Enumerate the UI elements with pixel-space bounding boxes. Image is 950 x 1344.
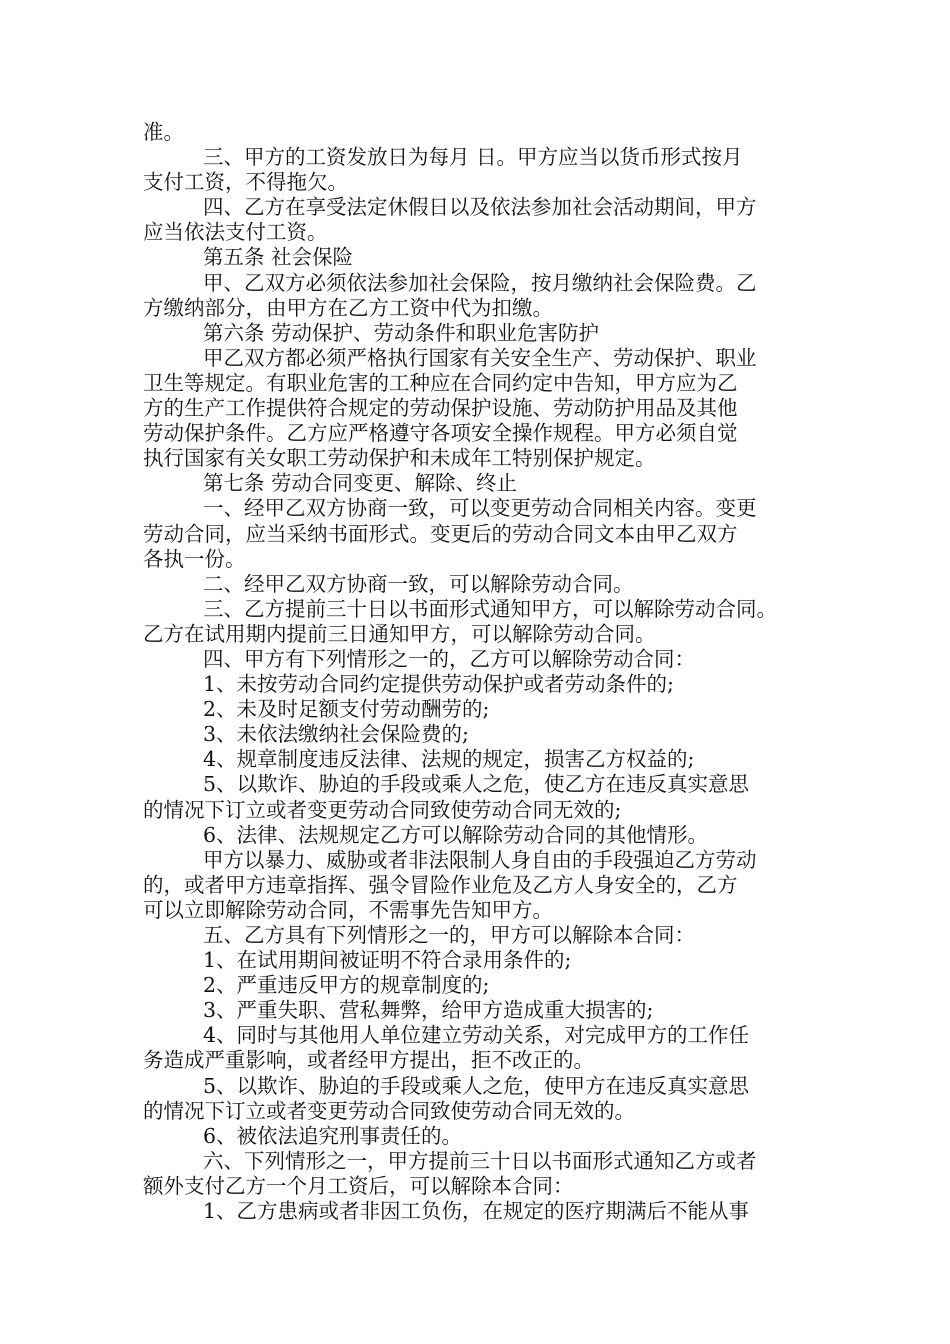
text-line: 各执一份。 bbox=[143, 546, 246, 571]
text-line: 四、甲方有下列情形之一的，乙方可以解除劳动合同： bbox=[203, 646, 695, 671]
text-line: 6、法律、法规规定乙方可以解除劳动合同的其他情形。 bbox=[203, 822, 709, 847]
text-line: 甲方以暴力、威胁或者非法限制人身自由的手段强迫乙方劳动 bbox=[203, 847, 757, 872]
text-line: 方的生产工作提供符合规定的劳动保护设施、劳动防护用品及其他 bbox=[143, 396, 738, 421]
text-line: 的，或者甲方违章指挥、强令冒险作业危及乙方人身安全的，乙方 bbox=[143, 872, 738, 897]
text-line: 劳动合同，应当采纳书面形式。变更后的劳动合同文本由甲乙双方 bbox=[143, 521, 738, 546]
text-line: 甲、乙双方必须依法参加社会保险，按月缴纳社会保险费。乙 bbox=[203, 270, 757, 295]
text-line: 1、未按劳动合同约定提供劳动保护或者劳动条件的; bbox=[203, 672, 674, 697]
text-line: 三、乙方提前三十日以书面形式通知甲方，可以解除劳动合同。 bbox=[203, 596, 777, 621]
text-line: 六、下列情形之一，甲方提前三十日以书面形式通知乙方或者 bbox=[203, 1148, 757, 1173]
document-page bbox=[0, 120, 950, 1224]
text-line: 的情况下订立或者变更劳动合同致使劳动合同无效的。 bbox=[143, 1098, 635, 1123]
text-line: 2、未及时足额支付劳动酬劳的; bbox=[203, 697, 490, 722]
text-line: 三、甲方的工资发放日为每月 日。甲方应当以货币形式按月 bbox=[203, 145, 743, 170]
text-line: 4、同时与其他用人单位建立劳动关系，对完成甲方的工作任 bbox=[203, 1023, 750, 1048]
text-line: 务造成严重影响，或者经甲方提出，拒不改正的。 bbox=[143, 1048, 594, 1073]
text-line: 应当依法支付工资。 bbox=[143, 220, 328, 245]
text-line: 1、乙方患病或者非因工负伤，在规定的医疗期满后不能从事 bbox=[203, 1199, 750, 1224]
text-line: 6、被依法追究刑事责任的。 bbox=[203, 1123, 463, 1148]
text-line: 第六条 劳动保护、劳动条件和职业危害防护 bbox=[203, 320, 600, 345]
text-line: 第七条 劳动合同变更、解除、终止 bbox=[203, 471, 518, 496]
text-line: 1、在试用期间被证明不符合录用条件的; bbox=[203, 948, 572, 973]
text-line: 5、以欺诈、胁迫的手段或乘人之危，使甲方在违反真实意思 bbox=[203, 1073, 750, 1098]
text-line: 第五条 社会保险 bbox=[203, 245, 354, 270]
text-line: 甲乙双方都必须严格执行国家有关安全生产、劳动保护、职业 bbox=[203, 345, 757, 370]
text-line: 5、以欺诈、胁迫的手段或乘人之危，使乙方在违反真实意思 bbox=[203, 772, 750, 797]
text-line: 劳动保护条件。乙方应严格遵守各项安全操作规程。甲方必须自觉 bbox=[143, 421, 738, 446]
text-line: 一、经甲乙双方协商一致，可以变更劳动合同相关内容。变更 bbox=[203, 496, 757, 521]
text-line: 二、经甲乙双方协商一致，可以解除劳动合同。 bbox=[203, 571, 634, 596]
text-line: 2、严重违反甲方的规章制度的; bbox=[203, 973, 490, 998]
text-line: 四、乙方在享受法定休假日以及依法参加社会活动期间，甲方 bbox=[203, 195, 757, 220]
text-line: 卫生等规定。有职业危害的工种应在合同约定中告知，甲方应为乙 bbox=[143, 370, 738, 395]
text-line: 方缴纳部分，由甲方在乙方工资中代为扣缴。 bbox=[143, 295, 553, 320]
text-line: 五、乙方具有下列情形之一的，甲方可以解除本合同： bbox=[203, 923, 695, 947]
text-line: 的情况下订立或者变更劳动合同致使劳动合同无效的; bbox=[143, 797, 622, 822]
text-line: 3、未依法缴纳社会保险费的; bbox=[203, 722, 469, 747]
text-line: 执行国家有关女职工劳动保护和未成年工特别保护规定。 bbox=[143, 446, 656, 471]
text-line: 准。 bbox=[143, 120, 184, 144]
text-line: 额外支付乙方一个月工资后，可以解除本合同： bbox=[143, 1173, 574, 1198]
text-line: 4、规章制度违反法律、法规的规定，损害乙方权益的; bbox=[203, 747, 695, 772]
text-line: 可以立即解除劳动合同，不需事先告知甲方。 bbox=[143, 897, 553, 922]
text-line: 乙方在试用期内提前三日通知甲方，可以解除劳动合同。 bbox=[143, 621, 656, 646]
text-line: 支付工资，不得拖欠。 bbox=[143, 170, 348, 195]
text-line: 3、严重失职、营私舞弊，给甲方造成重大损害的; bbox=[203, 998, 654, 1023]
